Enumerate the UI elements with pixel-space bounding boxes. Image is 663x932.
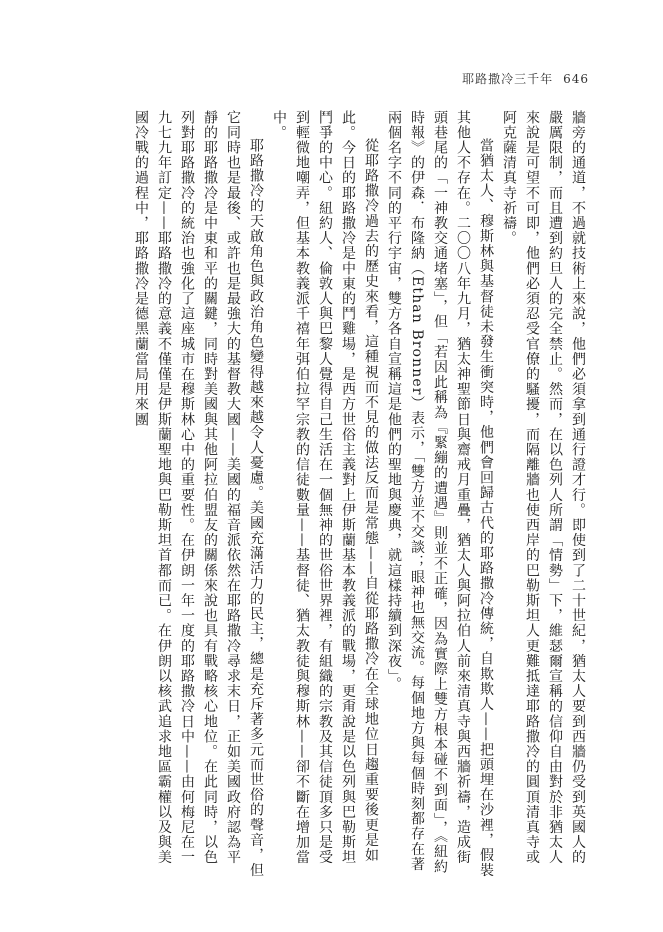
body-text — [69, 110, 589, 880]
book-title: 耶路撒冷三千年 — [462, 72, 554, 86]
paragraph-4: 耶路撒冷的天啟角色與政治角色變得越來越令人憂慮。美國充滿活力的民主，總是充斥著多元而世俗的聲音，但它同時也是最後、或許也是最強大的基督教大國——美國的福音派依然在耶路撒冷尋求末日，正如美國政府認為平靜的耶路撒冷是中東和平的關鍵，同時對美國與其他阿拉伯盟友的關係來說也具有戰略核心地位。在此同時，以色列對耶路撒冷的統治也強化了這座城市在穆斯林心中的重要性。在伊朗一年一度的耶路撒冷日中——由何梅尼在一九七九年訂定——耶路撒冷的意義不僅僅是伊斯蘭聖地與巴勒斯坦首都而已。在伊朗以核武追求地區霸權以及與美國冷戰的過程中，耶路撒冷是德黑蘭當局用來團 — [133, 110, 264, 878]
paragraph-1: 牆旁的通道，不過就技術上來說，他們必須拿到通行證才行。即使到了二十世紀，猶太人要到西牆仍受到英國人的嚴厲限制，而且遭到約旦人的完全禁止。然而，在以色列人所謂「情勢」下，維瑟爾宣稱的信仰自由對於非猶太人來說是可望不可即，他們必須忍受官僚的騷擾，而隔離牆也使西岸的巴勒斯坦人更難抵達耶路撒冷的圓頂清真寺或阿克薩清真寺祈禱。 — [501, 110, 586, 865]
running-header — [462, 70, 589, 87]
page-number: 646 — [563, 72, 589, 86]
paragraph-3: 從耶路撒冷過去的歷史來看，這種視而不見的做法反而是常態——自從耶路撒冷在全球地位日趨重要後更是如此。今日的耶路撒冷是中東的鬥雞場，是西方世俗主義對上伊斯蘭基本教義派的戰場，更甭說是以色列與巴勒斯坦鬥爭的中心。紐約人、倫敦人與巴黎人覺得自己生活在一個無神的世俗世界裡，有組織的宗教及其信徒頂多只是受到輕微地嘲弄，但基本教義派千禧年弭伯拉罕宗教的信徒數量——基督徒、猶太教徒與穆斯林——卻不斷在增加當中。 — [271, 110, 379, 865]
paragraph-2: 當猶太人、穆斯林與基督徒未發生衝突時，他們會回歸古代的耶路撒冷傳統，自欺欺人——把頭埋在沙裡，假裝其他人不存在。二〇〇八年九月，猶太神聖節日與齋戒月重疊，猶太人與阿拉伯人前來清真寺與西牆祈禱，造成街頭巷尾的「一神教交通堵塞」，但「若因此稱為『緊繃的遭遇』則並不正確，因為實際上雙方根本碰不到面」，《紐約時報》的伊森．布隆納（Ethan Bronner）表示，「雙方並不交談；眼神也無交流。每個地方與每個時刻都存在著兩個名字不同的平行宇宙，雙方各自宣稱這是他們的聖地與慶典，就這樣持續到深夜」。 — [386, 110, 494, 878]
